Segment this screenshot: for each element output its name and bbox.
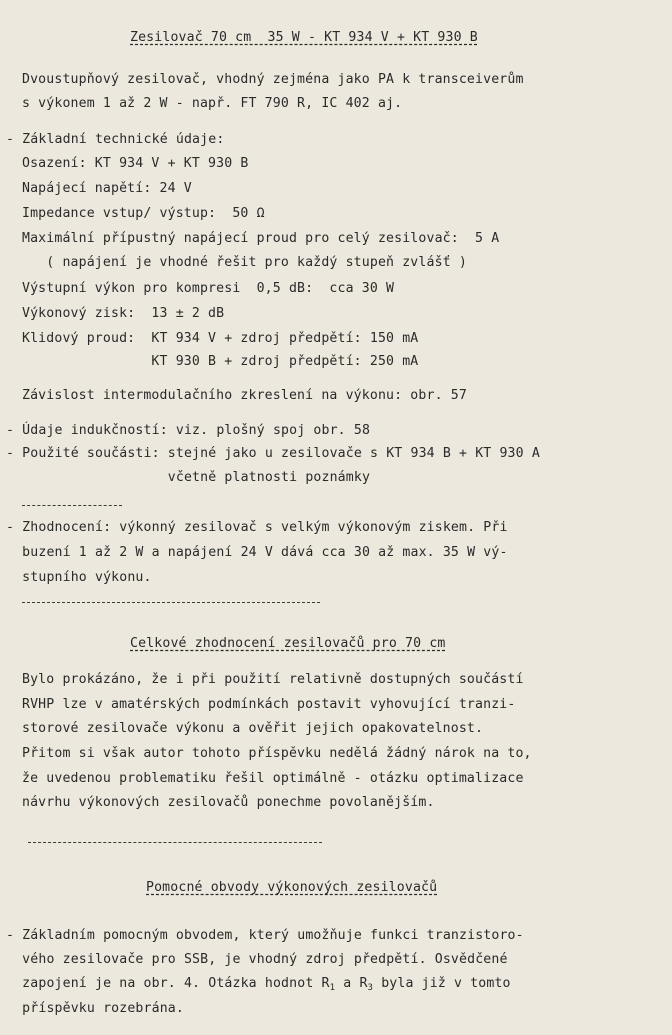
body-text: a R [335, 976, 368, 991]
spec-line: KT 930 B + zdroj předpětí: 250 mA [22, 354, 419, 369]
section-title: Celkové zhodnocení zesilovačů pro 70 cm [130, 636, 446, 651]
spec-line: Výkonový zisk: 13 ± 2 dB [22, 306, 225, 321]
divider [22, 505, 122, 506]
subscript: 3 [367, 983, 374, 993]
evaluation-line: buzení 1 až 2 W a napájení 24 V dává cca 30 až max. 35 W vý- [6, 545, 508, 560]
specs-heading: - Základní technické údaje: [6, 132, 225, 147]
body-text: zapojení je na obr. 4. Otázka hodnot R [6, 976, 330, 991]
body-line: storové zesilovače výkonu a ověřit jejich opakovatelnost. [22, 721, 484, 736]
parts-line: včetně platnosti poznámky [6, 470, 371, 485]
evaluation-line: stupního výkonu. [6, 570, 152, 585]
section-title: Zesilovač 70 cm 35 W - KT 934 V + KT 930 B [130, 30, 478, 45]
spec-line: Impedance vstup/ výstup: 50 Ω [22, 206, 265, 221]
spec-line: Výstupní výkon pro kompresi 0,5 dB: cca 30 W [22, 281, 395, 296]
body-line: - Základním pomocným obvodem, který umožňuje funkci tranzistoro- [6, 928, 524, 943]
body-line: že uvedenou problematiku řešil optimálně - otázku optimalizace [22, 771, 524, 786]
spec-line: ( napájení je vhodné řešit pro každý stupeň zvlášť ) [22, 255, 467, 270]
intro-line: s výkonem 1 až 2 W - např. FT 790 R, IC 402 aj. [22, 96, 403, 111]
body-text: byla již v tomto [373, 976, 511, 991]
spec-line: Osazení: KT 934 V + KT 930 B [22, 156, 249, 171]
spec-line: Napájecí napětí: 24 V [22, 181, 192, 196]
section-title: Pomocné obvody výkonových zesilovačů [146, 880, 438, 895]
body-line: Přitom si však autor tohoto příspěvku nedělá žádný nárok na to, [22, 746, 532, 761]
body-line: příspěvku rozebrána. [6, 1001, 184, 1016]
divider [28, 842, 322, 843]
body-line [6, 976, 511, 993]
body-line: Bylo prokázáno, že i při použití relativně dostupných součástí [22, 672, 524, 687]
body-line: vého zesilovače pro SSB, je vhodný zdroj předpětí. Osvědčené [6, 952, 508, 967]
spec-line: Klidový proud: KT 934 V + zdroj předpětí: 150 mA [22, 331, 419, 346]
spec-line: Maximální přípustný napájecí proud pro celý zesilovač: 5 A [22, 231, 500, 246]
body-line: návrhu výkonových zesilovačů ponechme povolanějším. [22, 795, 435, 810]
parts-line: - Použité součásti: stejné jako u zesilovače s KT 934 B + KT 930 A [6, 446, 540, 461]
dependence-line: Závislost intermodulačního zkreslení na výkonu: obr. 57 [22, 388, 467, 403]
body-line: RVHP lze v amatérských podmínkách postavit vyhovující tranzi- [22, 697, 516, 712]
evaluation-line: - Zhodnocení: výkonný zesilovač s velkým výkonovým ziskem. Při [6, 520, 508, 535]
divider [22, 602, 320, 603]
subscript: 1 [329, 983, 336, 993]
intro-line: Dvoustupňový zesilovač, vhodný zejména jako PA k transceiverům [22, 72, 524, 87]
inductance-line: - Údaje indukčností: viz. plošný spoj obr. 58 [6, 423, 371, 438]
